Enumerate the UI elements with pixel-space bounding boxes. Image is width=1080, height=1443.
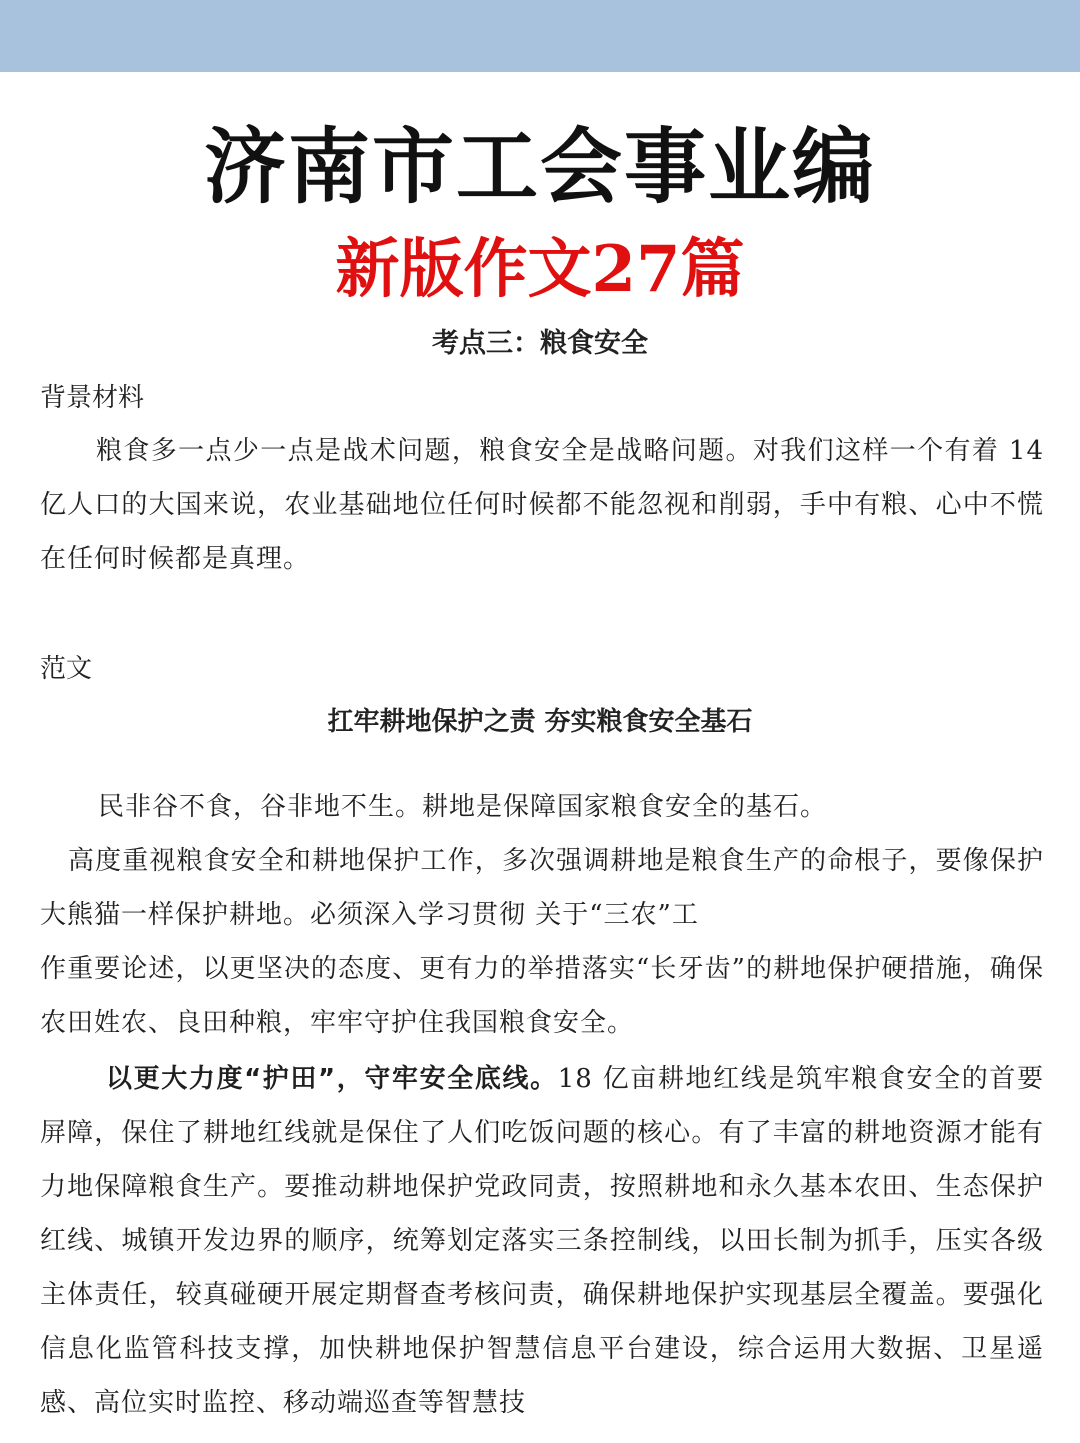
essay-title: 扛牢耕地保护之责 夯实粮食安全基石 [327, 707, 753, 737]
background-label: 背景材料 [40, 383, 145, 413]
page-title: 济南市工会事业编 [203, 119, 876, 215]
essay-paragraph-2-part-1: 高度重视粮食安全和耕地保护工作，多次强调耕地是粮食生产的命根子，要像保护大熊猫一样保护耕地。必须深入学习贯彻 关于“三农”工 [40, 846, 1044, 930]
topic-heading: 考点三：粮食安全 [432, 328, 648, 359]
paragraph-3-text: 18 亿亩耕地红线是筑牢粮食安全的首要屏障，保住了耕地红线就是保住了人们吃饭问题的核心。有了丰富的耕地资源才能有力地保障粮食生产。要推动耕地保护党政同责，按照耕地和永久基本农田、生态保护红线、城镇开发边界的顺序，统筹划定落实三条控制线，以田长制为抓手，压实各级主体责任，较真碰硬开展定期督查考核问责，确保耕地保护实现基层全覆盖。要强化信息化监管科技支撑，加快耕地保护智慧信息平台建设，综合运用大数据、卫星遥感、高位实时监控、移动端巡查等智慧技 [40, 1064, 1044, 1418]
essay-paragraph-3 [40, 1052, 1044, 1430]
essay-paragraph-1: 民非谷不食，谷非地不生。耕地是保障国家粮食安全的基石。 [98, 792, 828, 822]
background-paragraph: 粮食多一点少一点是战术问题，粮食安全是战略问题。对我们这样一个有着 14 亿人口的大国来说，农业基础地位任何时候都不能忽视和削弱，手中有粮、心中不慌在任何时候都是真理。 [40, 436, 1044, 574]
paragraph-3-lead: 以更大力度“护田”，守牢安全底线。 [106, 1064, 558, 1094]
essay-paragraph-2-part-2: 作重要论述，以更坚决的态度、更有力的举措落实“长牙齿”的耕地保护硬措施，确保农田姓农、良田种粮，牢牢守护住我国粮食安全。 [40, 954, 1044, 1038]
essay-label: 范文 [40, 654, 93, 684]
top-color-band [0, 0, 1080, 72]
page-subtitle: 新版作文27篇 [335, 232, 745, 307]
